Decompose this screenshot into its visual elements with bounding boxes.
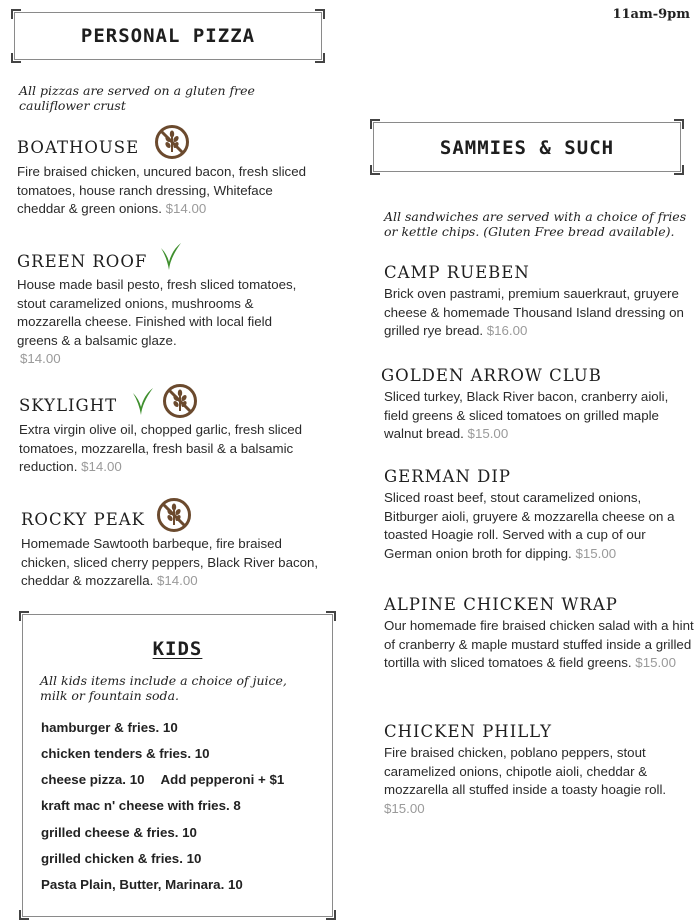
kids-item: grilled cheese & fries. 10: [41, 825, 197, 840]
menu-item-name: ALPINE CHICKEN WRAP: [384, 595, 618, 614]
menu-item-desc: Extra virgin olive oil, chopped garlic, fresh sliced tomatoes, mozzarella, fresh basil & a balsamic reduction. $14.00: [19, 422, 303, 475]
pizza-section-title: PERSONAL PIZZA: [80, 25, 256, 47]
menu-item-price: $15.00: [384, 800, 425, 816]
menu-item-desc: Brick oven pastrami, premium sauerkraut, gruyere cheese & homemade Thousand Island dressing on grilled rye bread. $16.00: [384, 286, 684, 339]
menu-item-name: GERMAN DIP: [384, 467, 511, 486]
menu-item-price: $15.00: [467, 426, 509, 442]
menu-item-desc: Homemade Sawtooth barbeque, fire braised chicken, sliced cherry peppers, Black River bacon, cheddar & mozzarella. $14.00: [21, 536, 319, 589]
kids-item: chicken tenders & fries. 10: [41, 746, 210, 761]
no-wheat-icon: [162, 383, 198, 419]
menu-item-price: $14.00: [20, 351, 61, 367]
kids-item: Pasta Plain, Butter, Marinara. 10: [41, 877, 243, 892]
menu-item-desc: Fire braised chicken, poblano peppers, stout caramelized onions, chipotle aioli, cheddar & mozzarella all stuffed inside a toasty hoagie roll. $15.00: [384, 745, 667, 816]
menu-item-name: CHICKEN PHILLY: [384, 722, 552, 741]
menu-item-name: ROCKY PEAK: [21, 510, 145, 529]
sammies-section-title: SAMMIES & SUCH: [439, 137, 615, 159]
menu-item-price: $15.00: [575, 545, 617, 561]
sammies-note: All sandwiches are served with a choice of fries or kettle chips. (Gluten Free bread available).: [384, 209, 687, 239]
leaf-icon: [155, 240, 185, 272]
pizza-note: All pizzas are served on a gluten free cauliflower crust: [19, 83, 255, 113]
menu-item-name: GOLDEN ARROW CLUB: [381, 366, 602, 385]
pizza-title-frame: [14, 12, 322, 60]
kids-item: kraft mac n' cheese with fries. 8: [41, 798, 241, 813]
menu-item-price: $14.00: [81, 459, 122, 475]
hours: 11am-9pm: [612, 7, 690, 22]
menu-item-name: BOATHOUSE: [17, 138, 140, 157]
kids-item: grilled chicken & fries. 10: [41, 851, 202, 866]
menu-item-price: $16.00: [486, 323, 528, 339]
menu-item-desc: Fire braised chicken, uncured bacon, fresh sliced tomatoes, house ranch dressing, Whiteface cheddar & green onions. $14.00: [17, 164, 306, 217]
kids-item: hamburger & fries. 10: [41, 720, 178, 735]
menu-item-desc: Our homemade fire braised chicken salad with a hint of cranberry & maple mustard stuffed inside a grilled tortilla with sliced tomatoes & field greens. $15.00: [384, 618, 694, 671]
menu-item-name: SKYLIGHT: [19, 396, 118, 415]
no-wheat-icon: [154, 124, 190, 160]
menu-item-price: $14.00: [157, 573, 198, 589]
leaf-icon: [127, 385, 157, 417]
kids-section-title: KIDS: [152, 638, 203, 660]
sammies-title-frame: [373, 122, 681, 172]
menu-item-name: GREEN ROOF: [17, 252, 148, 271]
menu-item-desc: Sliced roast beef, stout caramelized onions, Bitburger aioli, gruyere & mozzarella cheese on a toasted Hoagie roll. Served with a cup of our German onion broth for dipping. $15.00: [384, 490, 675, 561]
menu-item-name: CAMP RUEBEN: [384, 263, 530, 282]
kids-addon: Add pepperoni + $1: [160, 772, 285, 787]
menu-item-price: $14.00: [165, 201, 207, 217]
no-wheat-icon: [156, 497, 192, 533]
menu-item-price: $15.00: [635, 655, 676, 671]
menu-item-desc: House made basil pesto, fresh sliced tomatoes, stout caramelized onions, mushrooms & mozzarella cheese. Finished with local field greens & a balsamic glaze. $14.00: [17, 277, 297, 367]
kids-item: cheese pizza. 10 Add pepperoni + $1: [41, 772, 285, 787]
kids-note: All kids items include a choice of juice, milk or fountain soda.: [40, 673, 287, 703]
menu-item-desc: Sliced turkey, Black River bacon, cranberry aioli, field greens & sliced tomatoes on grilled maple walnut bread. $15.00: [384, 389, 669, 442]
